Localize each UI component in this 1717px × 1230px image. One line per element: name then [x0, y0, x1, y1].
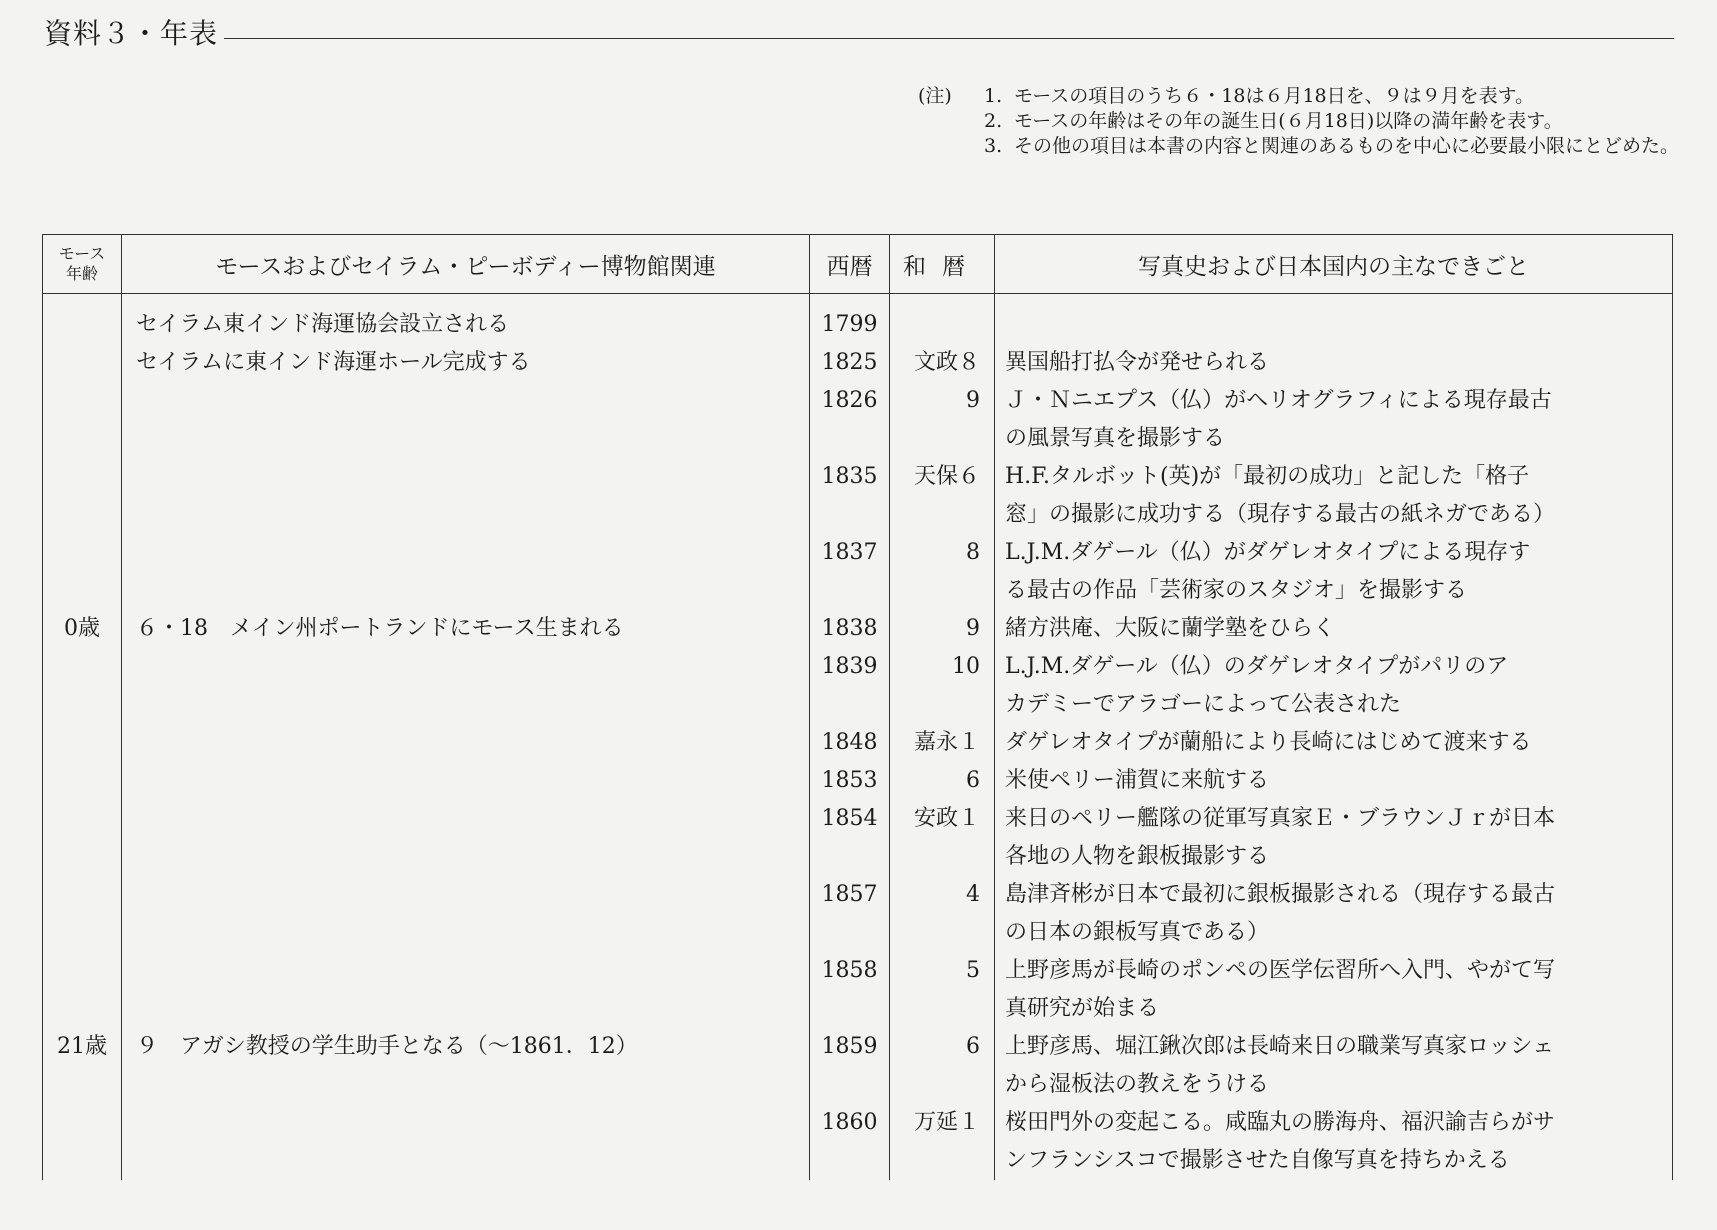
- event-cell: [995, 952, 1673, 1028]
- event-line: L.J.M.ダゲール（仏）のダゲレオタイプがパリのア: [1005, 654, 1509, 679]
- event-cell: [995, 1028, 1673, 1104]
- wareki-cell: 万延１: [890, 1104, 995, 1180]
- wareki-cell: 10: [890, 648, 995, 724]
- age-cell: [43, 382, 122, 458]
- event-cell: [995, 876, 1673, 952]
- wareki-cell: 4: [890, 876, 995, 952]
- year-cell: 1857: [810, 876, 890, 952]
- year-cell: 1825: [810, 344, 890, 382]
- notes-label: (注): [918, 85, 952, 107]
- age-cell: [43, 648, 122, 724]
- table-row: [43, 648, 1673, 724]
- year-cell: 1799: [810, 306, 890, 344]
- event-line: 真研究が始まる: [1005, 996, 1160, 1021]
- wareki-cell: [890, 306, 995, 344]
- event-line: 来日のペリー艦隊の従軍写真家Ｅ・ブラウンＪｒが日本: [1005, 806, 1556, 831]
- wareki-cell: 天保６: [890, 458, 995, 534]
- morse-cell: [122, 762, 810, 800]
- morse-cell: [122, 648, 810, 724]
- chronology-table: [42, 234, 1673, 1180]
- event-cell: [995, 382, 1673, 458]
- note-item: [984, 134, 1684, 159]
- wareki-cell: 8: [890, 534, 995, 610]
- note-text: モースの項目のうち６・18は６月18日を、９は９月を表す。: [1014, 85, 1535, 107]
- event-line: Ｊ・Ｎニエプス（仏）がヘリオグラフィによる現存最古: [1005, 388, 1552, 413]
- wareki-cell: 嘉永１: [890, 724, 995, 762]
- note-number: 2.: [984, 110, 1003, 132]
- wareki-cell: 5: [890, 952, 995, 1028]
- event-cell: [995, 344, 1673, 382]
- morse-cell: [122, 1104, 810, 1180]
- header-age: [43, 235, 122, 294]
- note-item: [984, 109, 1684, 134]
- table-row: [43, 724, 1673, 762]
- notes-list: [984, 84, 1684, 159]
- event-line: 上野彦馬、堀江鍬次郎は長崎来日の職業写真家ロッシェ: [1005, 1034, 1555, 1059]
- age-cell: [43, 762, 122, 800]
- table-row: [43, 534, 1673, 610]
- wareki-cell: 6: [890, 762, 995, 800]
- age-cell: [43, 306, 122, 344]
- header-wareki: 和暦: [890, 235, 995, 294]
- age-cell: [43, 344, 122, 382]
- morse-cell: [122, 724, 810, 762]
- header-rule: [224, 38, 1674, 39]
- note-number: 3.: [984, 135, 1003, 157]
- morse-cell: [122, 952, 810, 1028]
- table-header-row: [43, 235, 1673, 294]
- year-cell: 1837: [810, 534, 890, 610]
- header-events: 写真史および日本国内の主なできごと: [995, 235, 1673, 294]
- wareki-cell: 安政１: [890, 800, 995, 876]
- wareki-cell: 文政８: [890, 344, 995, 382]
- event-line: 桜田門外の変起こる。咸臨丸の勝海舟、福沢諭吉らがサ: [1005, 1110, 1556, 1135]
- note-text: その他の項目は本書の内容と関連のあるものを中心に必要最小限にとどめた。: [1014, 135, 1680, 157]
- event-line: 各地の人物を銀板撮影する: [1005, 844, 1270, 869]
- morse-cell: セイラムに東インド海運ホール完成する: [122, 344, 810, 382]
- event-line: カデミーでアラゴーによって公表された: [1005, 692, 1402, 717]
- morse-cell: ６・18 メイン州ポートランドにモース生まれる: [122, 610, 810, 648]
- wareki-cell: 9: [890, 382, 995, 458]
- event-line: 上野彦馬が長崎のポンペの医学伝習所へ入門、やがて写: [1005, 958, 1556, 983]
- age-cell: 21歳: [43, 1028, 122, 1104]
- table-row: [43, 382, 1673, 458]
- age-cell: [43, 458, 122, 534]
- age-cell: [43, 534, 122, 610]
- age-cell: [43, 952, 122, 1028]
- event-line: の風景写真を撮影する: [1005, 426, 1226, 451]
- event-line: 異国船打払令が発せられる: [1005, 350, 1270, 375]
- event-line: ンフランシスコで撮影させた自像写真を持ちかえる: [1005, 1148, 1510, 1173]
- age-cell: 0歳: [43, 610, 122, 648]
- table-row: [43, 876, 1673, 952]
- morse-cell: [122, 534, 810, 610]
- table-row: [43, 344, 1673, 382]
- table-row: [43, 800, 1673, 876]
- event-cell: [995, 648, 1673, 724]
- table-row: [43, 762, 1673, 800]
- event-line: の日本の銀板写真である）: [1005, 920, 1270, 945]
- event-cell: [995, 458, 1673, 534]
- year-cell: 1835: [810, 458, 890, 534]
- event-line: ダゲレオタイプが蘭船により長崎にはじめて渡来する: [1005, 730, 1532, 755]
- header-morse: モースおよびセイラム・ピーボディー博物館関連: [122, 235, 810, 294]
- spacer-row: [43, 294, 1673, 307]
- table-row: [43, 306, 1673, 344]
- wareki-cell: 9: [890, 610, 995, 648]
- event-line: 窓」の撮影に成功する（現存する最古の紙ネガである）: [1005, 502, 1556, 527]
- year-cell: 1860: [810, 1104, 890, 1180]
- event-cell: [995, 800, 1673, 876]
- event-line: から湿板法の教えをうける: [1005, 1072, 1270, 1097]
- table-row: [43, 610, 1673, 648]
- wareki-cell: 6: [890, 1028, 995, 1104]
- event-cell: [995, 1104, 1673, 1180]
- morse-cell: ９ アガシ教授の学生助手となる（～1861．12）: [122, 1028, 810, 1104]
- event-line: る最古の作品「芸術家のスタジオ」を撮影する: [1005, 578, 1468, 603]
- event-line: H.F.タルボット(英)が「最初の成功」と記した「格子: [1005, 464, 1530, 489]
- year-cell: 1859: [810, 1028, 890, 1104]
- page-header: [44, 8, 1674, 52]
- event-cell: [995, 306, 1673, 344]
- year-cell: 1858: [810, 952, 890, 1028]
- event-cell: [995, 724, 1673, 762]
- event-cell: [995, 610, 1673, 648]
- note-text: モースの年齢はその年の誕生日(６月18日)以降の満年齢を表す。: [1014, 110, 1563, 132]
- note-number: 1.: [984, 85, 1003, 107]
- event-line: L.J.M.ダゲール（仏）がダゲレオタイプによる現存す: [1005, 540, 1531, 565]
- header-age-line1: モース: [58, 244, 106, 263]
- morse-cell: セイラム東インド海運協会設立される: [122, 306, 810, 344]
- morse-cell: [122, 876, 810, 952]
- age-cell: [43, 876, 122, 952]
- table-row: [43, 458, 1673, 534]
- table-row: [43, 1028, 1673, 1104]
- table-row: [43, 1104, 1673, 1180]
- age-cell: [43, 1104, 122, 1180]
- morse-cell: [122, 800, 810, 876]
- header-age-line2: 年齢: [65, 264, 98, 283]
- event-cell: [995, 534, 1673, 610]
- year-cell: 1848: [810, 724, 890, 762]
- age-cell: [43, 800, 122, 876]
- age-cell: [43, 724, 122, 762]
- morse-cell: [122, 382, 810, 458]
- page-title: 資料３・年表: [44, 12, 224, 52]
- event-cell: [995, 762, 1673, 800]
- event-line: 島津斉彬が日本で最初に銀板撮影される（現存する最古: [1005, 882, 1556, 907]
- event-line: 緒方洪庵、大阪に蘭学塾をひらく: [1005, 616, 1336, 641]
- morse-cell: [122, 458, 810, 534]
- year-cell: 1853: [810, 762, 890, 800]
- year-cell: 1839: [810, 648, 890, 724]
- year-cell: 1854: [810, 800, 890, 876]
- year-cell: 1838: [810, 610, 890, 648]
- table-row: [43, 952, 1673, 1028]
- event-line: 米使ペリー浦賀に来航する: [1005, 768, 1270, 793]
- year-cell: 1826: [810, 382, 890, 458]
- header-year: 西暦: [810, 235, 890, 294]
- note-item: [984, 84, 1684, 109]
